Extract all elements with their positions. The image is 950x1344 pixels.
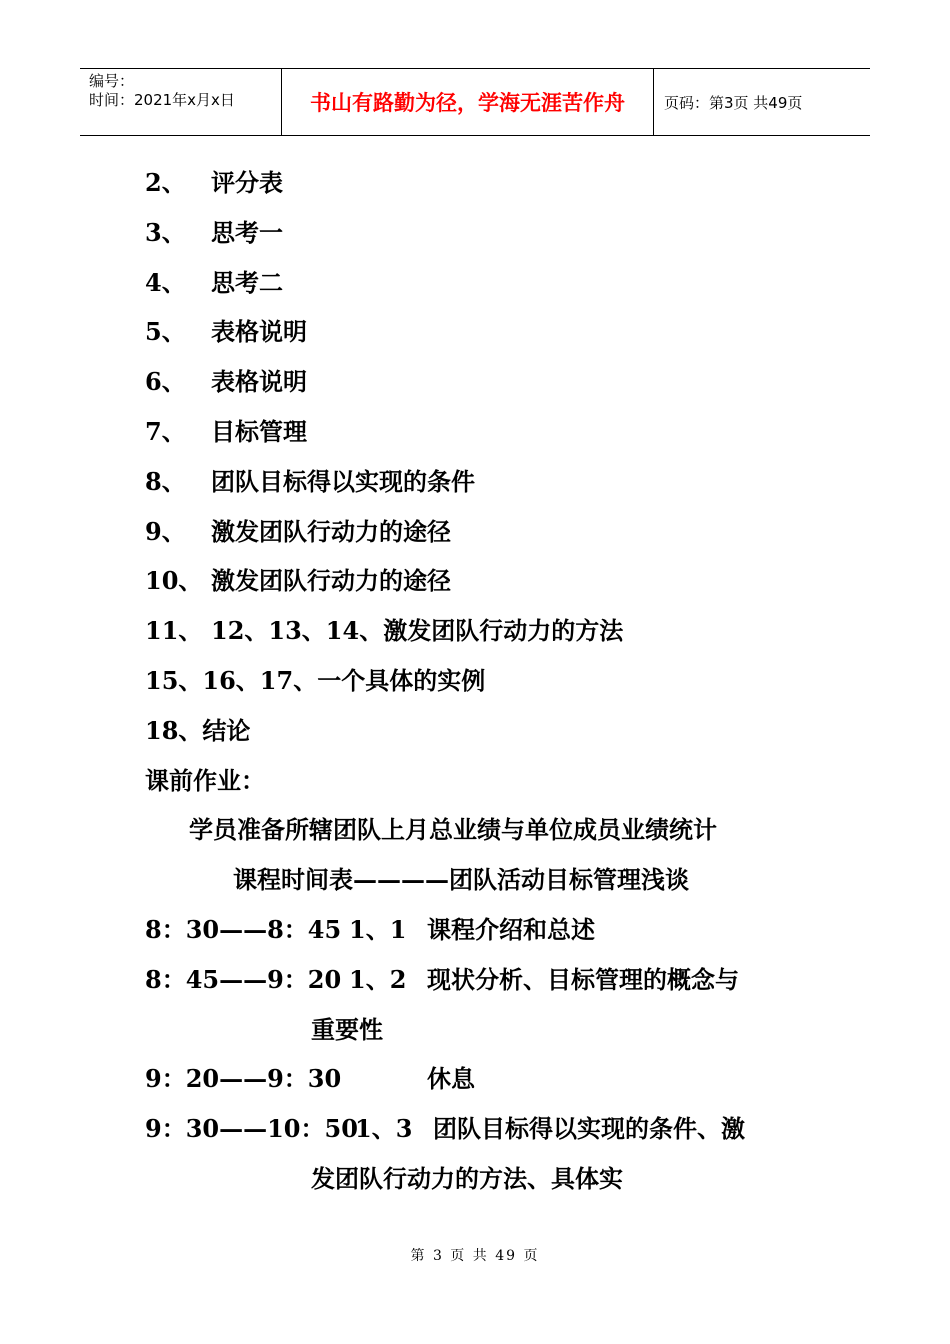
list-item: 6、 表格说明 [145,367,307,397]
schedule-row: 8：30——8：45 1、1 课程介绍和总述 [145,914,595,944]
schedule-title: 课程时间表————团队活动目标管理浅谈 [233,865,689,895]
list-item: 2、 评分表 [145,168,283,197]
schedule-row-continuation: 发团队行动力的方法、具体实 [311,1163,623,1193]
header-meta [80,69,282,135]
list-item: 10、 激发团队行动力的途径 [145,566,451,596]
list-item: 3、 思考一 [145,217,283,247]
header-page-info: 页码：第3页 共49页 [664,93,803,112]
homework-text: 学员准备所辖团队上月总业绩与单位成员业绩统计 [189,815,717,845]
list-item: 4、 思考二 [145,267,283,297]
list-item: 7、 目标管理 [145,416,307,446]
list-item: 9、 激发团队行动力的途径 [145,516,451,546]
schedule-row: 9：20——9：30 休息 [145,1064,475,1094]
schedule-row: 8：45——9：20 1、2 现状分析、目标管理的概念与 [145,964,739,994]
list-item-18: 18、结论 [145,715,251,745]
list-item-15: 15、16、17、一个具体的实例 [145,665,486,695]
homework-label: 课前作业： [145,765,265,795]
schedule-row: 9：30——10：501、3 团队目标得以实现的条件、激 [145,1114,745,1144]
list-item: 11、 12、13、14、激发团队行动力的方法 [145,616,624,646]
schedule-row-continuation: 重要性 [311,1014,383,1044]
time-label: 时间：2021年x月x日 [89,91,235,109]
page-header [80,68,870,136]
list-item: 5、 表格说明 [145,317,307,347]
header-motto: 书山有路勤为径，学海无涯苦作舟 [282,69,654,135]
page-footer: 第 3 页 共 49 页 [410,1248,540,1264]
document-body [145,158,825,1204]
number-label: 编号： [89,72,135,90]
list-item: 8、 团队目标得以实现的条件 [145,466,475,496]
